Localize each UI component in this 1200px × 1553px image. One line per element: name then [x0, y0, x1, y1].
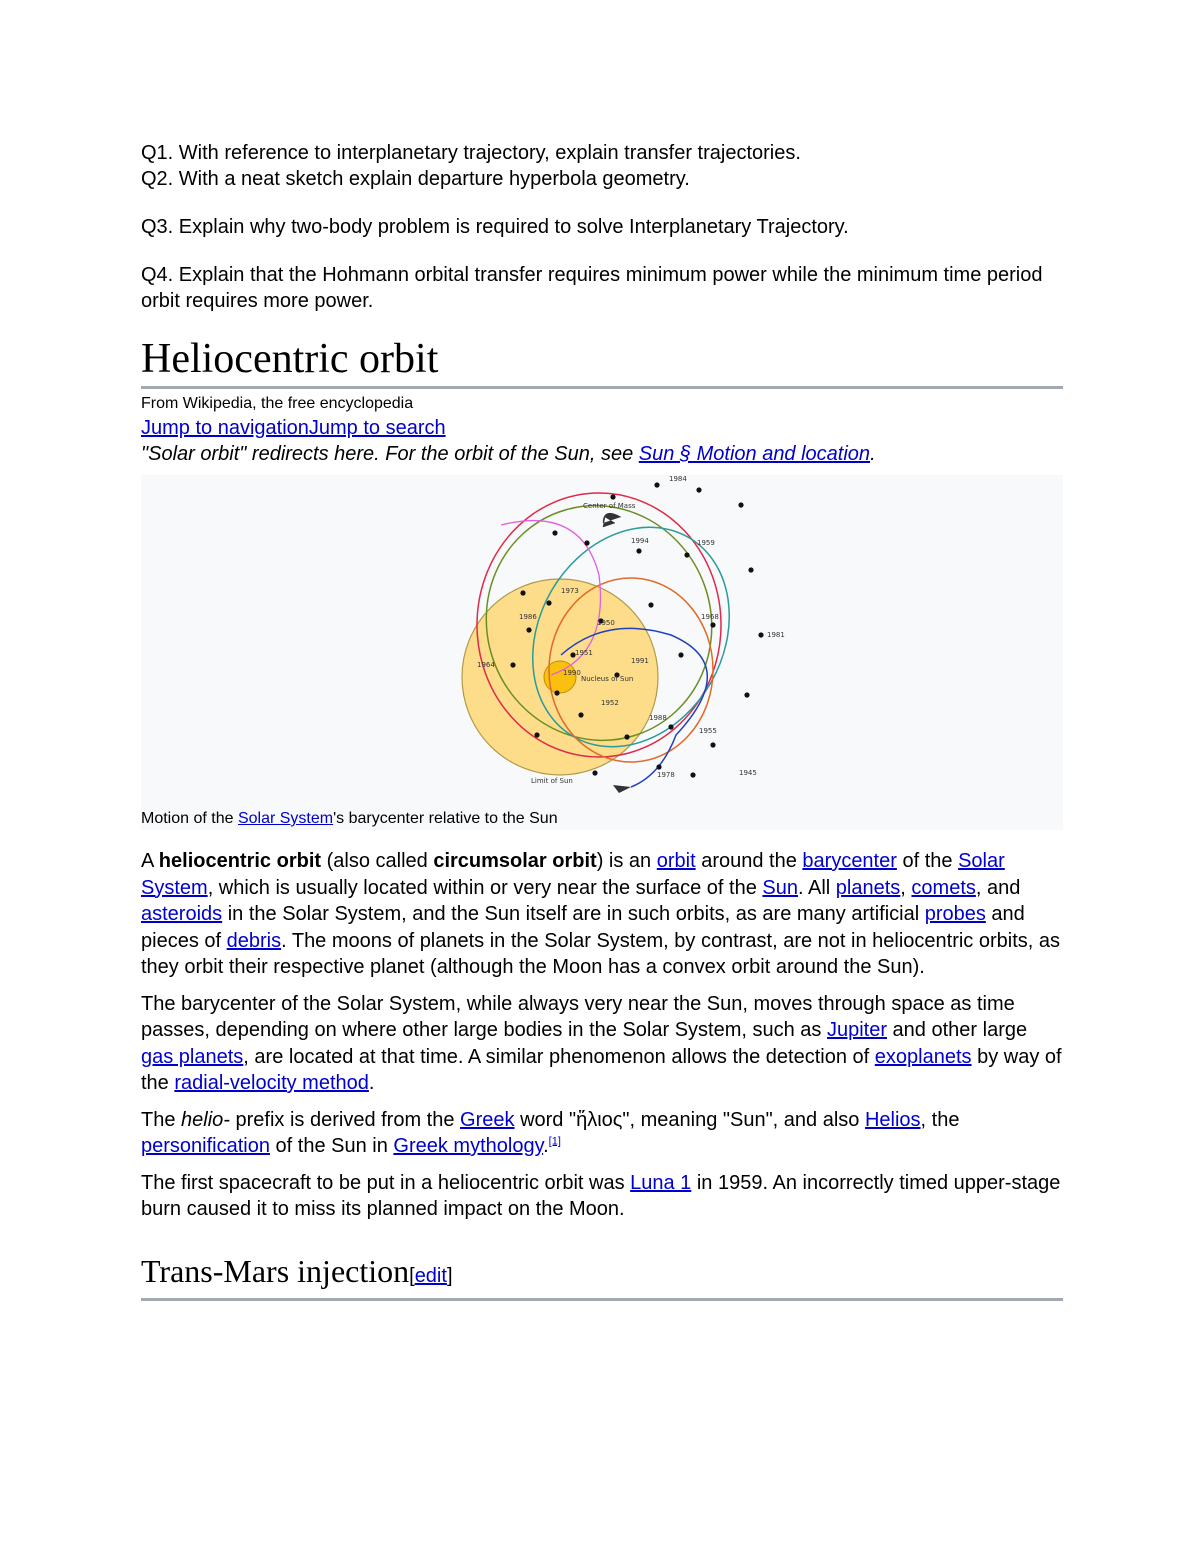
greek-link[interactable]: Greek: [460, 1108, 515, 1131]
greek-mythology-link[interactable]: Greek mythology: [393, 1135, 544, 1157]
text: in 1959. An incorrectly timed upper-stage burn caused it to miss its planned impact on the Moon.: [141, 1171, 1061, 1220]
personification-link[interactable]: personification: [141, 1135, 270, 1157]
year-label: 1955: [699, 727, 717, 735]
text: , and: [975, 876, 1021, 899]
page: [141, 140, 1063, 1301]
solar-system-link[interactable]: Solar System: [141, 850, 1005, 899]
text: of the Sun in: [269, 1135, 394, 1157]
helios-link[interactable]: Helios: [864, 1108, 921, 1131]
probes-link[interactable]: probes: [924, 903, 986, 925]
paragraph-4: [141, 1170, 1063, 1223]
radial-velocity-link[interactable]: radial-velocity method: [174, 1072, 369, 1094]
year-label: 1968: [701, 613, 719, 621]
barycenter-figure: [141, 475, 1063, 830]
edit-link[interactable]: edit: [414, 1264, 447, 1287]
year-label: 1978: [657, 771, 675, 779]
year-label: 1959: [697, 539, 715, 547]
year-label: 1981: [767, 631, 785, 639]
question-4: Q4. Explain that the Hohmann orbital transfer requires minimum power while the minimum time period orbit requires more power.: [141, 264, 1043, 312]
end-arrow: [613, 785, 631, 793]
planets-link[interactable]: planets: [835, 876, 901, 899]
text: , the: [920, 1108, 960, 1131]
year-label: 1964: [477, 661, 495, 669]
text: ,: [900, 876, 912, 899]
asteroids-link[interactable]: asteroids: [141, 903, 223, 925]
edit-section: [409, 1265, 452, 1287]
text: A: [141, 850, 159, 872]
hatnote-text: "Solar orbit" redirects here. For the orbit of the Sun, see: [141, 443, 639, 465]
jump-links: [141, 415, 1063, 441]
comets-link[interactable]: comets: [911, 876, 976, 899]
text: . The moons of planets in the Solar System, by contrast, are not in heliocentric orbits, as they orbit their respective planet (although the Moon has a convex orbit around the Sun).: [141, 929, 1060, 978]
text: ) is an: [596, 850, 657, 872]
text: around the: [695, 850, 803, 872]
tagline: From Wikipedia, the free encyclopedia: [141, 395, 414, 412]
text: and pieces of: [141, 903, 1025, 952]
text: .: [368, 1072, 375, 1094]
question-1: Q1. With reference to interplanetary trajectory, explain transfer trajectories.: [141, 142, 801, 164]
bracket: ]: [446, 1264, 453, 1287]
year-label: 1952: [601, 699, 619, 707]
year-label: 1945: [739, 769, 757, 777]
jump-to-search-link[interactable]: Jump to search: [308, 417, 446, 439]
bold-term: heliocentric orbit: [158, 850, 322, 872]
year-label: 1984: [669, 475, 687, 483]
barycenter-diagram: [431, 475, 785, 795]
text: The barycenter of the Solar System, while always very near the Sun, moves through space as time passes, depending on where other large bodies in the Solar System, such as: [141, 992, 1015, 1041]
text: and other large: [887, 1019, 1028, 1041]
text: prefix is derived from the: [229, 1108, 461, 1131]
section-heading: [141, 1251, 1063, 1301]
text: of the: [896, 850, 959, 872]
year-label: 1988: [649, 714, 667, 722]
year-label: 1990: [563, 669, 581, 677]
year-label: 1994: [631, 537, 649, 545]
section-title: Trans-Mars injection: [141, 1252, 410, 1289]
solar-system-link[interactable]: Solar System: [237, 810, 334, 827]
question-2: Q2. With a neat sketch explain departure hyperbola geometry.: [141, 168, 690, 190]
hatnote-suffix: .: [870, 443, 876, 465]
article-title: Heliocentric orbit: [141, 334, 1063, 389]
italic-term: helio-: [181, 1108, 230, 1131]
jump-to-navigation-link[interactable]: Jump to navigation: [141, 417, 309, 439]
sun-motion-link[interactable]: Sun § Motion and location: [638, 443, 871, 465]
barycenter-link[interactable]: barycenter: [802, 850, 897, 872]
debris-link[interactable]: debris: [226, 929, 282, 952]
caption-suffix: 's barycenter relative to the Sun: [333, 810, 558, 827]
paragraph-2: [141, 991, 1063, 1097]
jupiter-link[interactable]: Jupiter: [826, 1019, 887, 1041]
paragraph-1: [141, 848, 1063, 981]
luna-1-link[interactable]: Luna 1: [630, 1171, 692, 1194]
year-label: 1991: [631, 657, 649, 665]
limit-of-sun-label: Limit of Sun: [531, 777, 573, 785]
hatnote: [141, 441, 1063, 467]
exoplanets-link[interactable]: exoplanets: [874, 1045, 972, 1068]
question-3: Q3. Explain why two-body problem is required to solve Interplanetary Trajectory.: [141, 216, 849, 238]
text: . All: [798, 876, 836, 899]
text: The first spacecraft to be put in a heliocentric orbit was: [141, 1171, 631, 1194]
sun-link[interactable]: Sun: [762, 876, 798, 899]
year-label: 1986: [519, 613, 537, 621]
start-arrow: [603, 513, 621, 527]
reference-link[interactable]: [1]: [548, 1135, 561, 1148]
year-label: 1973: [561, 587, 579, 595]
year-label: 1951: [575, 649, 593, 657]
text: .: [543, 1135, 549, 1157]
center-of-mass-label: Center of Mass: [583, 502, 636, 510]
paragraph-3: [141, 1107, 1063, 1160]
nucleus-of-sun-label: Nucleus of Sun: [581, 675, 634, 683]
gas-planets-link[interactable]: gas planets: [141, 1045, 244, 1068]
text: (also called: [321, 850, 434, 872]
caption-text: Motion of the: [141, 810, 238, 827]
text: , are located at that time. A similar phenomenon allows the detection of: [243, 1045, 875, 1068]
year-label: 1950: [597, 619, 615, 627]
bold-term: circumsolar orbit: [433, 850, 597, 872]
text: in the Solar System, and the Sun itself are in such orbits, as are many artificial: [222, 903, 925, 925]
figure-caption: [141, 808, 558, 830]
orbit-link[interactable]: orbit: [656, 850, 696, 872]
text: word "ἥλιος", meaning "Sun", and also: [514, 1108, 865, 1131]
text: by way of the: [141, 1045, 1062, 1094]
bracket: [: [409, 1264, 415, 1287]
text: The: [141, 1108, 182, 1131]
text: , which is usually located within or very near the surface of the: [207, 876, 763, 899]
